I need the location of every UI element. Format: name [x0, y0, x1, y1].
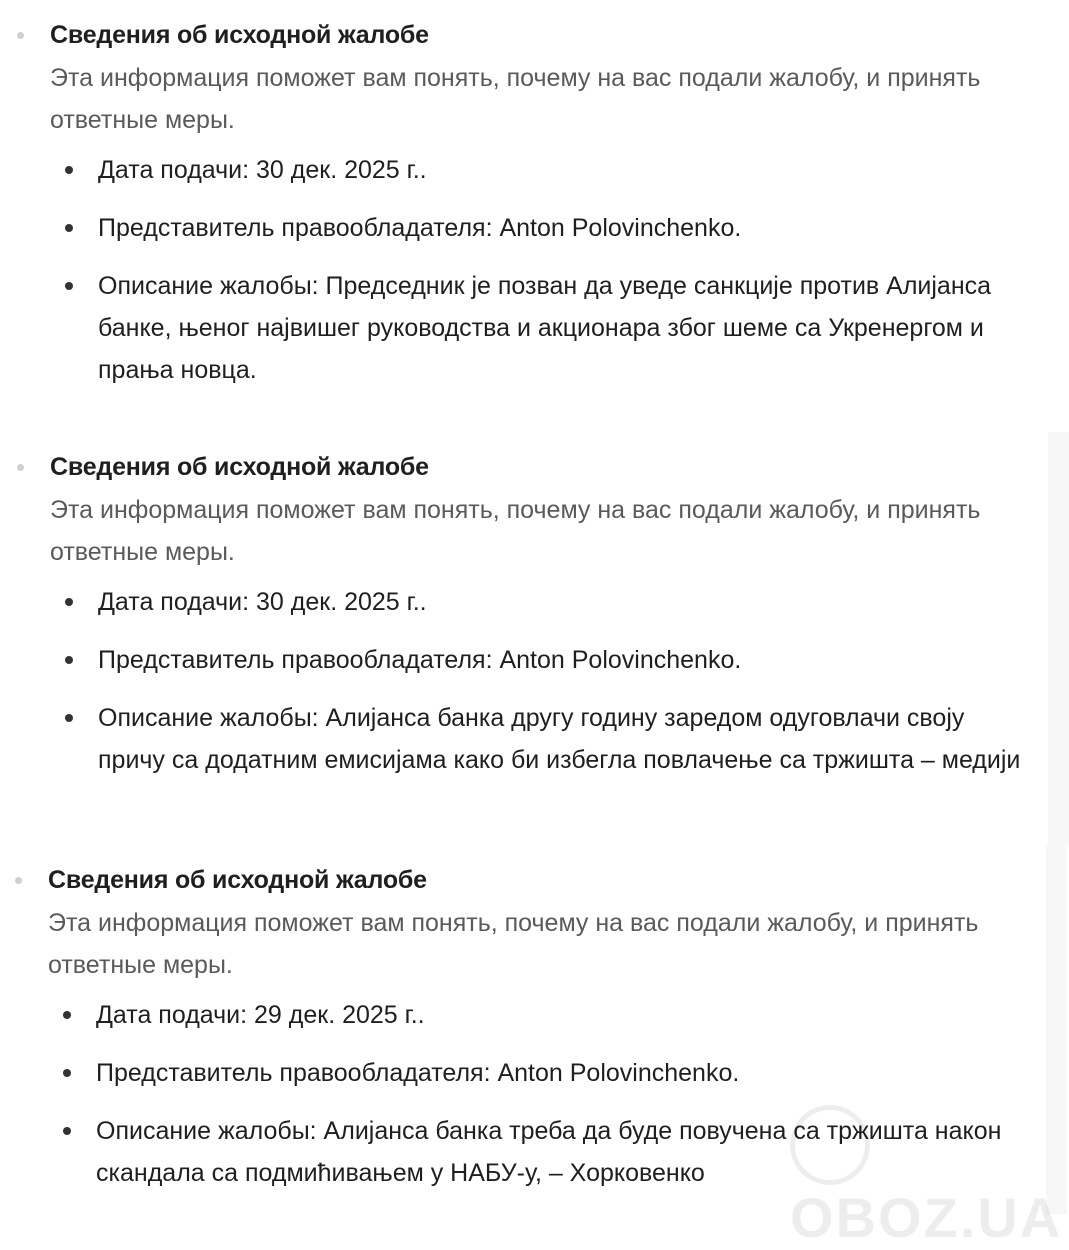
desc-text: Описание жалобы: Председник је позван да уведе санкције против Алијанса банке, њеног највишег руководства и акционара због шеме са Укренергом и прања новца. — [98, 272, 992, 384]
complaint-block — [0, 15, 1069, 407]
complaint-title: Сведения об исходной жалобе — [48, 866, 427, 894]
bullet-icon — [17, 32, 24, 39]
rep-text: Представитель правообладателя: Anton Polovinchenko. — [96, 1059, 740, 1087]
complaint-title: Сведения об исходной жалобе — [50, 453, 429, 481]
complaint-subtitle: Эта информация поможет вам понять, почему на вас подали жалобу, и принять ответные меры. — [50, 496, 981, 566]
bullet-icon — [17, 464, 24, 471]
complaint-subtitle: Эта информация поможет вам понять, почему на вас подали жалобу, и принять ответные меры. — [50, 64, 981, 134]
watermark-text: OBOZ.UA — [790, 1186, 1063, 1249]
complaint-description — [98, 265, 1028, 391]
complaint-subtitle: Эта информация поможет вам понять, почему на вас подали жалобу, и принять ответные меры. — [48, 909, 979, 979]
rights-holder-rep — [96, 1052, 1026, 1094]
filing-date — [96, 994, 1026, 1036]
rights-holder-rep — [98, 207, 1028, 249]
filing-date — [98, 149, 1028, 191]
watermark-logo — [790, 1105, 1069, 1250]
watermark-circle-icon — [790, 1105, 870, 1185]
complaint-block — [0, 432, 1069, 845]
desc-text: Описание жалобы: Алијанса банка другу годину заредом одуговлачи своју причу са додатним емисијама како би избегла повлачење са тржишта – медији — [98, 704, 1021, 774]
filing-date-text: Дата подачи: 30 дек. 2025 г.. — [98, 588, 427, 616]
filing-date-text: Дата подачи: 30 дек. 2025 г.. — [98, 156, 427, 184]
complaint-description — [98, 697, 1028, 781]
complaint-title: Сведения об исходной жалобе — [50, 21, 429, 49]
filing-date-text: Дата подачи: 29 дек. 2025 г.. — [96, 1001, 425, 1029]
rights-holder-rep — [98, 639, 1028, 681]
desc-text: Описание жалобы: Алијанса банка треба да буде повучена са тржишта након скандала са подмићивањем у НАБУ-у, – Хорковенко — [96, 1117, 1002, 1187]
filing-date — [98, 581, 1028, 623]
rep-text: Представитель правообладателя: Anton Polovinchenko. — [98, 214, 742, 242]
rep-text: Представитель правообладателя: Anton Polovinchenko. — [98, 646, 742, 674]
bullet-icon — [15, 877, 22, 884]
